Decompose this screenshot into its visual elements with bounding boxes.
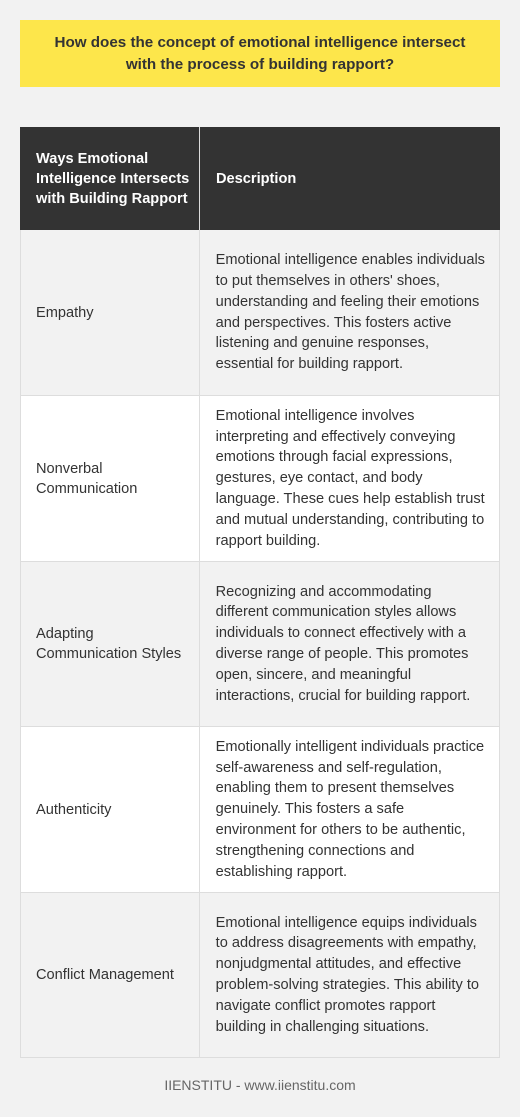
row-name: Conflict Management [36, 967, 174, 983]
row-name: Empathy [36, 304, 94, 321]
row-name-cell [21, 230, 199, 395]
row-description: Emotional intelligence enables individuals to put themselves in others' shoes, understanding and feeling their emotions and perspectives. This fosters active listening and genuine responses, essential for building rapport. [215, 252, 485, 373]
row-description: Emotional intelligence equips individuals to address disagreements with empathy, nonjudgmental attitudes, and effective problem-solving strategies. This ability to navigate conflict promotes rapport building in challenging situations. [215, 914, 479, 1035]
header-label-description: Description [216, 170, 297, 187]
comparison-table [20, 127, 500, 1058]
row-description-cell [199, 230, 499, 395]
table-row [20, 893, 500, 1058]
row-name: Nonverbal Communication [36, 460, 138, 497]
header-label-ways: Ways Emotional Intelligence Intersects with Building Rapport [36, 150, 190, 207]
row-description-cell [199, 562, 499, 726]
footer-credit: IIENSTITU - www.iienstitu.com [164, 1077, 356, 1093]
row-name-cell [21, 562, 199, 726]
row-description: Emotionally intelligent individuals practice self-awareness and self-regulation, enabling them to present themselves genuinely. This fosters a safe environment for others to be authentic, strengthening connections and establishing rapport. [215, 738, 485, 880]
row-description-cell [199, 396, 499, 561]
table-row [20, 396, 500, 562]
header-cell-description [199, 127, 500, 230]
row-description: Recognizing and accommodating different communication styles allows individuals to connect effectively with a diverse range of people. This promotes open, sincere, and meaningful interactions, crucial for building rapport. [215, 583, 471, 704]
table-row [20, 727, 500, 893]
table-row [20, 230, 500, 396]
row-description-cell [199, 893, 499, 1057]
row-description: Emotional intelligence involves interpreting and effectively conveying emotions through facial expressions, gestures, eye contact, and body language. These cues help establish trust and mutual understanding, contributing to rapport building. [215, 407, 485, 549]
row-name-cell [21, 727, 199, 892]
question-banner [20, 20, 500, 87]
row-name: Authenticity [36, 801, 112, 818]
row-name: Adapting Communication Styles [36, 626, 182, 662]
row-name-cell [21, 893, 199, 1057]
header-cell-ways [20, 127, 199, 230]
row-description-cell [199, 727, 499, 892]
table-header [20, 127, 500, 230]
row-name-cell [21, 396, 199, 561]
question-title: How does the concept of emotional intelligence intersect with the process of building rapport? [54, 33, 466, 73]
table-row [20, 562, 500, 727]
